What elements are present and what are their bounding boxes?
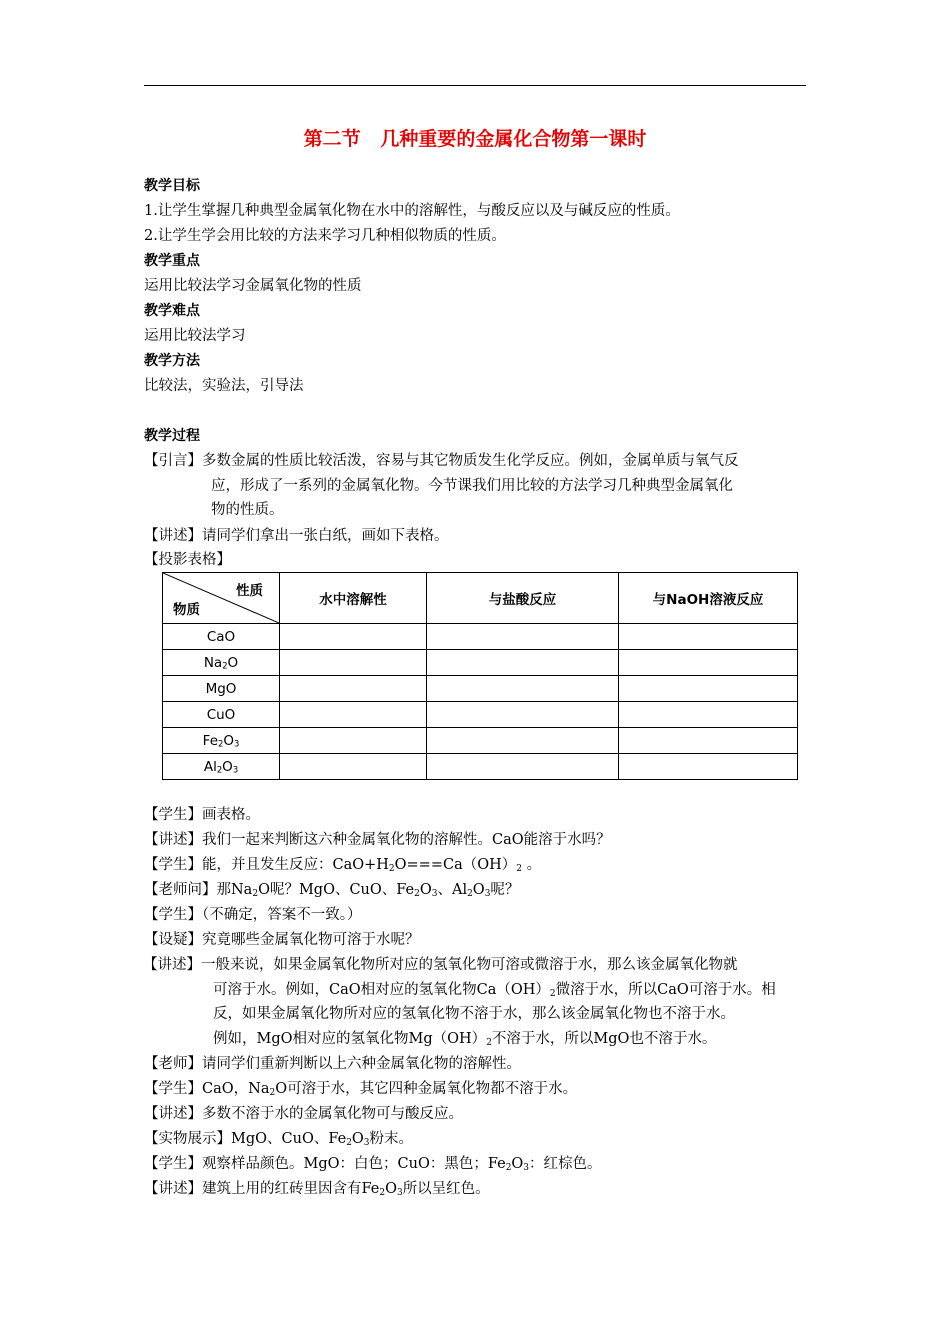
table-cell (619, 754, 798, 780)
dialogue-line: 【老师问】那$Na_2O$呢？MgO、CuO、$Fe_2O_3$、$Al_2O_3$呢？ (144, 882, 520, 899)
intro-tag: 【引言】 (144, 453, 202, 469)
difficulty-heading: 教学难点 (144, 303, 200, 319)
table-cell (280, 728, 427, 754)
table-row (163, 754, 798, 780)
table-cell (280, 650, 427, 676)
substance-cell: $Na_2O$ (163, 650, 280, 676)
key-point-heading: 教学重点 (144, 253, 200, 269)
dialogue-line: 可溶于水。例如，CaO相对应的氢氧化物$Ca(OH)_2$微溶于水，所以CaO可溶于水。相 (213, 982, 776, 999)
dialogue-line: 例如，MgO相对应的氢氧化物$Mg(OH)_2$不溶于水，所以MgO也不溶于水。 (213, 1031, 717, 1048)
table-cell (619, 650, 798, 676)
column-header: 水中溶解性 (280, 573, 427, 624)
table-cell (619, 624, 798, 650)
substance-cell: $Al_2O_3$ (163, 754, 280, 780)
projection-tag: 【投影表格】 (144, 552, 231, 568)
corner-bottom-label: 物质 (173, 602, 200, 618)
table-cell (427, 650, 619, 676)
dialogue-line: 【讲述】多数不溶于水的金属氧化物可与酸反应。 (144, 1106, 463, 1122)
table-cell (280, 624, 427, 650)
statement-1-text: 请同学们拿出一张白纸，画如下表格。 (202, 528, 449, 544)
statement-1-tag: 【讲述】 (144, 528, 202, 544)
table-cell (280, 676, 427, 702)
intro-line-3: 物的性质。 (211, 502, 284, 518)
dialogue-line: 【讲述】我们一起来判断这六种金属氧化物的溶解性。CaO能溶于水吗？ (144, 832, 611, 848)
table-cell (280, 754, 427, 780)
substance-cell: MgO (163, 676, 280, 702)
corner-top-label: 性质 (236, 583, 263, 599)
corner-cell (163, 573, 280, 624)
objective-1: 1.让学生掌握几种典型金属氧化物在水中的溶解性，与酸反应以及与碱反应的性质。 (144, 203, 680, 219)
table-cell (427, 702, 619, 728)
intro-line-1 (144, 451, 739, 471)
column-header: 与NaOH溶液反应 (619, 573, 798, 624)
dialogue-line: 【老师】请同学们重新判断以上六种金属氧化物的溶解性。 (144, 1056, 521, 1072)
table-cell (619, 702, 798, 728)
difficulty-text: 运用比较法学习 (144, 328, 246, 344)
dialogue-line: 【学生】（不确定，答案不一致。） (144, 907, 362, 923)
objectives-heading: 教学目标 (144, 178, 200, 194)
statement-1 (144, 526, 449, 546)
substance-cell: CuO (163, 702, 280, 728)
table-header-row (163, 573, 798, 624)
dialogue-line: 【设疑】究竟哪些金属氧化物可溶于水呢？ (144, 932, 420, 948)
dialogue-line: 【学生】观察样品颜色。MgO：白色；CuO：黑色；$Fe_2O_3$：红棕色。 (144, 1156, 602, 1173)
page-title: 第二节 几种重要的金属化合物第一课时 (303, 128, 647, 150)
dialogue-line: 【实物展示】MgO、CuO、$Fe_2O_3$粉末。 (144, 1131, 414, 1148)
table-cell (619, 728, 798, 754)
substance-cell: CaO (163, 624, 280, 650)
table-row (163, 624, 798, 650)
dialogue-line: 【学生】CaO，$Na_2O$可溶于水，其它四种金属氧化物都不溶于水。 (144, 1081, 578, 1098)
table-cell (280, 702, 427, 728)
dialogue-line: 【学生】能，并且发生反应：$CaO+H_2O===Ca(OH)_2$ 。 (144, 857, 542, 874)
column-header: 与盐酸反应 (427, 573, 619, 624)
table-cell (619, 676, 798, 702)
method-text: 比较法，实验法，引导法 (144, 378, 304, 394)
dialogue-line: 【学生】画表格。 (144, 807, 260, 823)
method-heading: 教学方法 (144, 353, 200, 369)
table-row (163, 702, 798, 728)
header-rule (144, 85, 806, 86)
intro-text-1: 多数金属的性质比较活泼，容易与其它物质发生化学反应。例如，金属单质与氧气反 (202, 453, 739, 469)
projection-label (144, 550, 231, 570)
properties-table (162, 572, 798, 780)
table-row (163, 728, 798, 754)
table-cell (427, 728, 619, 754)
dialogue-line: 【讲述】建筑上用的红砖里因含有$Fe_2O_3$所以呈红色。 (144, 1181, 490, 1198)
intro-line-2: 应，形成了一系列的金属氧化物。今节课我们用比较的方法学习几种典型金属氧化 (211, 478, 733, 494)
table-cell (427, 676, 619, 702)
key-point-text: 运用比较法学习金属氧化物的性质 (144, 278, 362, 294)
substance-cell: $Fe_2O_3$ (163, 728, 280, 754)
objective-2: 2.让学生学会用比较的方法来学习几种相似物质的性质。 (144, 228, 506, 244)
table-cell (427, 624, 619, 650)
dialogue-line: 【讲述】一般来说，如果金属氧化物所对应的氢氧化物可溶或微溶于水，那么该金属氧化物就 (143, 957, 738, 973)
table-cell (427, 754, 619, 780)
dialogue-line: 反，如果金属氧化物所对应的氢氧化物不溶于水，那么该金属氧化物也不溶于水。 (213, 1006, 735, 1022)
table-row (163, 650, 798, 676)
table-row (163, 676, 798, 702)
process-heading: 教学过程 (144, 428, 200, 444)
